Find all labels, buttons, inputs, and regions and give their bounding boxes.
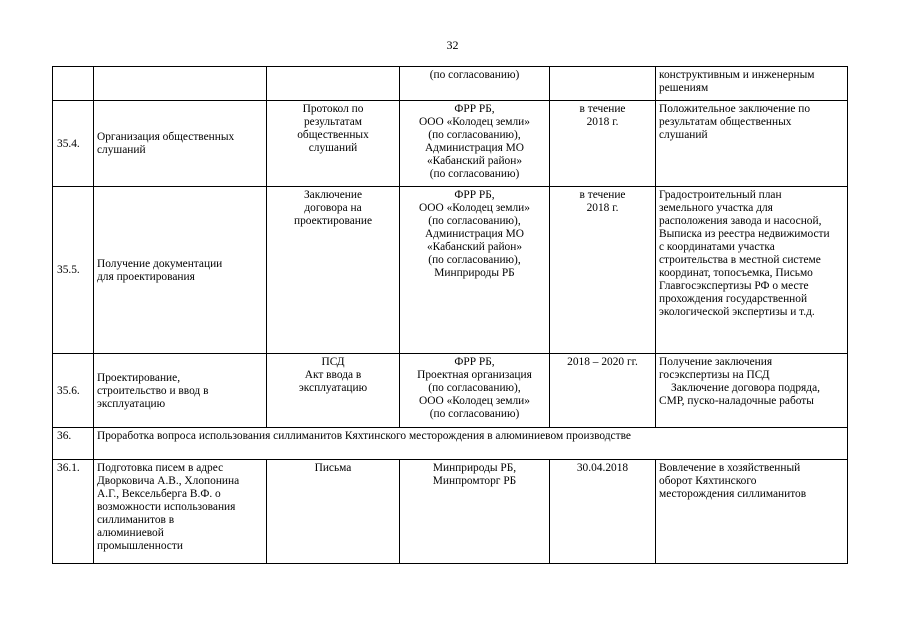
responsible-line: (по согласованию) <box>429 408 520 420</box>
result-line: СМР, пуско-наладочные работы <box>659 395 814 407</box>
result-line: конструктивным и инженерным <box>659 69 815 81</box>
responsible-line: ООО «Колодец земли» <box>419 395 530 407</box>
measure-name-line: Подготовка писем в адрес <box>97 462 224 474</box>
measure-name-line: Получение документации <box>97 257 223 270</box>
responsible-line: Минприроды РБ <box>434 267 515 279</box>
deadline-line: 2018 – 2020 гг. <box>567 356 638 368</box>
result-line: Вовлечение в хозяйственный <box>659 462 801 474</box>
section-number: 36. <box>53 428 94 460</box>
measure-name-line: Дворковича А.В., Хлопонина <box>97 475 240 487</box>
table-row <box>53 354 848 428</box>
result-line: Получение заключения <box>659 356 773 368</box>
responsible-cell <box>400 187 550 354</box>
result-line: Заключение договора подряда, <box>671 382 820 394</box>
result-line: Выписка из реестра недвижимости <box>659 228 830 240</box>
responsible-line: (по согласованию), <box>428 215 521 227</box>
responsible-cell <box>400 101 550 187</box>
deadline-cell <box>550 67 656 101</box>
result-line: месторождения силлиманитов <box>659 488 807 500</box>
measure-name-line: Проектирование, <box>97 371 181 384</box>
document-line: ПСД <box>321 356 345 368</box>
responsible-line: (по согласованию) <box>429 69 520 81</box>
document-line: договора на <box>304 202 362 214</box>
measure-name-cell <box>94 67 267 101</box>
deadline-cell <box>550 460 656 564</box>
responsible-line: Минпромторг РБ <box>432 475 517 487</box>
result-line: с координатами участка <box>659 241 775 253</box>
measure-name-line: возможности использования <box>97 501 236 513</box>
measure-name-line: промышленности <box>97 540 183 552</box>
result-line: экологической экспертизы и т.д. <box>659 306 815 318</box>
measure-name-cell <box>94 354 267 428</box>
responsible-line: Администрация МО <box>424 228 525 240</box>
responsible-line: (по согласованию), <box>428 129 521 141</box>
document-line: Заключение <box>303 189 363 201</box>
page-number: 32 <box>446 38 459 52</box>
responsible-line: (по согласованию), <box>428 254 521 266</box>
deadline-cell <box>550 187 656 354</box>
responsible-line: Минприроды РБ, <box>432 462 517 474</box>
responsible-line: «Кабанский район» <box>426 155 523 167</box>
table-row <box>53 187 848 354</box>
deadline-line: в течение <box>579 103 626 115</box>
document-line: Протокол по <box>302 103 364 115</box>
responsible-line: (по согласованию) <box>429 168 520 180</box>
document-cell <box>267 101 400 187</box>
result-cell <box>656 67 848 101</box>
responsible-line: «Кабанский район» <box>426 241 523 253</box>
measure-name-cell <box>94 460 267 564</box>
deadline-line: 2018 г. <box>586 202 619 214</box>
deadline-cell <box>550 354 656 428</box>
result-line: Главгосэкспертизы РФ о месте <box>659 280 809 292</box>
responsible-line: ФРР РБ, <box>454 103 495 115</box>
row-number: 35.4. <box>53 101 94 187</box>
row-number <box>53 67 94 101</box>
result-line: земельного участка для <box>659 202 773 214</box>
measure-name-line: строительство и ввод в <box>97 384 209 397</box>
responsible-line: Проектная организация <box>417 369 532 381</box>
responsible-cell <box>400 354 550 428</box>
responsible-line: ФРР РБ, <box>454 189 495 201</box>
document-cell <box>267 187 400 354</box>
document-line: проектирование <box>293 215 373 227</box>
deadline-line: 30.04.2018 <box>576 462 629 474</box>
measure-name-line: силлиманитов в <box>97 514 175 526</box>
document-line: Акт ввода в <box>304 369 362 381</box>
document-line: слушаний <box>308 142 358 154</box>
document-cell <box>267 460 400 564</box>
measure-name-line: Организация общественных <box>97 131 235 143</box>
table-row <box>53 101 848 187</box>
deadline-line: в течение <box>579 189 626 201</box>
document-line: результатам <box>303 116 363 128</box>
row-number: 36.1. <box>53 460 94 564</box>
section-row <box>53 428 848 460</box>
result-line: слушаний <box>659 129 708 141</box>
measure-name-line: эксплуатацию <box>97 397 166 410</box>
responsible-line: ФРР РБ, <box>454 356 495 368</box>
result-line: оборот Кяхтинского <box>659 475 757 487</box>
responsible-cell <box>400 460 550 564</box>
result-line: координат, топосъемка, Письмо <box>659 267 813 279</box>
plan-table <box>52 66 848 564</box>
document-line: общественных <box>297 129 369 141</box>
deadline-line: 2018 г. <box>586 116 619 128</box>
result-cell <box>656 354 848 428</box>
document-cell <box>267 67 400 101</box>
measure-name-line: алюминиевой <box>97 527 164 539</box>
measure-name-cell <box>94 187 267 354</box>
result-line: решениям <box>659 82 709 94</box>
responsible-cell <box>400 67 550 101</box>
section-title: Проработка вопроса использования силлиманитов Кяхтинского месторождения в алюминиевом производстве <box>94 428 848 460</box>
result-cell <box>656 101 848 187</box>
document-cell <box>267 354 400 428</box>
result-line: результатам общественных <box>659 116 792 128</box>
measure-name-cell <box>94 101 267 187</box>
measure-name-line: А.Г., Вексельберга В.Ф. о <box>97 488 221 500</box>
result-line: госэкспертизы на ПСД <box>659 369 770 381</box>
responsible-line: (по согласованию), <box>428 382 521 394</box>
result-line: строительства в местной системе <box>659 254 821 266</box>
document-line: эксплуатацию <box>298 382 368 394</box>
responsible-line: ООО «Колодец земли» <box>419 202 530 214</box>
result-line: расположения завода и насосной, <box>659 215 822 227</box>
result-cell <box>656 187 848 354</box>
responsible-line: Администрация МО <box>424 142 525 154</box>
document-line: Письма <box>314 462 352 474</box>
row-number: 35.5. <box>53 187 94 354</box>
measure-name-line: для проектирования <box>97 270 195 283</box>
table-row <box>53 460 848 564</box>
result-cell <box>656 460 848 564</box>
row-number: 35.6. <box>53 354 94 428</box>
deadline-cell <box>550 101 656 187</box>
result-line: прохождения государственной <box>659 293 808 305</box>
measure-name-line: слушаний <box>97 144 146 156</box>
table-row <box>53 67 848 101</box>
responsible-line: ООО «Колодец земли» <box>419 116 530 128</box>
result-line: Положительное заключение по <box>659 103 811 115</box>
result-line: Градостроительный план <box>659 189 782 201</box>
